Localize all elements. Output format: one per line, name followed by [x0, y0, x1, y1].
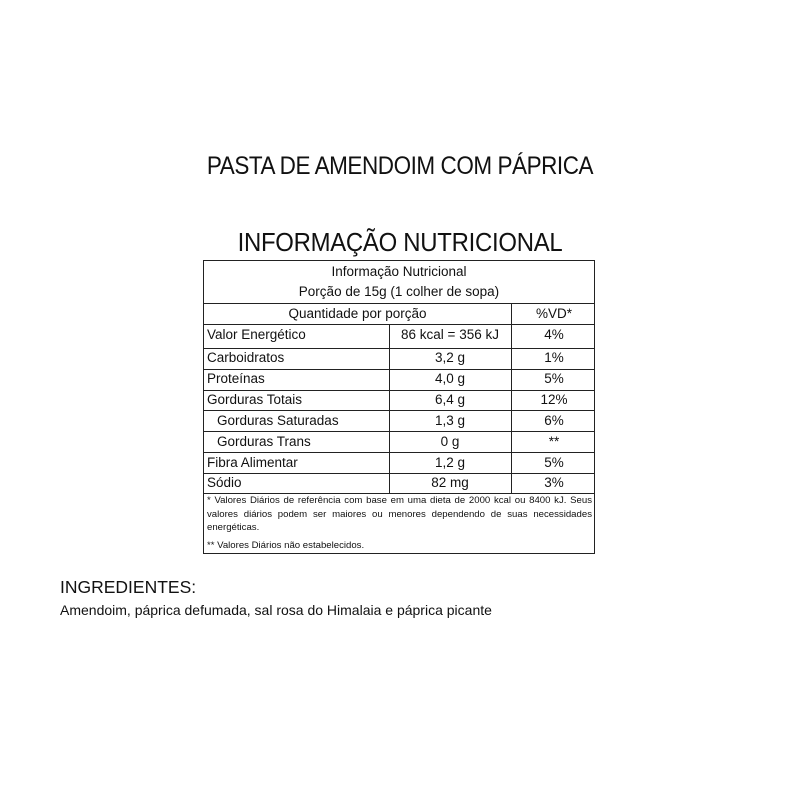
nutrient-name: Proteínas — [207, 371, 265, 386]
nutrient-name: Gorduras Saturadas — [217, 413, 339, 428]
nutrient-name: Sódio — [207, 475, 242, 490]
nutrient-vd: 5% — [544, 371, 564, 386]
footnote-not-established: ** Valores Diários não estabelecidos. — [207, 540, 365, 551]
column-divider — [511, 303, 512, 493]
nutrient-amount: 86 kcal = 356 kJ — [401, 327, 499, 342]
nutrient-amount: 82 mg — [431, 475, 469, 490]
ingredients-text: Amendoim, páprica defumada, sal rosa do Himalaia e páprica picante — [60, 602, 492, 618]
nutrient-amount: 4,0 g — [434, 371, 466, 386]
product-title: PASTA DE AMENDOIM COM PÁPRICA — [206, 152, 594, 180]
column-divider — [389, 324, 390, 493]
nutrient-amount: 1,2 g — [434, 455, 466, 470]
nutrient-name: Gorduras Totais — [207, 392, 303, 407]
nutrient-amount: 6,4 g — [434, 392, 466, 407]
nutrient-name: Gorduras Trans — [217, 434, 311, 449]
divider — [204, 431, 594, 432]
nutrient-vd: 4% — [544, 327, 564, 342]
divider — [204, 324, 594, 325]
nutrient-name: Fibra Alimentar — [207, 455, 298, 470]
table-header-portion: Porção de 15g (1 colher de sopa) — [298, 284, 500, 299]
nutrient-vd: 12% — [540, 392, 568, 407]
divider — [204, 473, 594, 474]
divider — [204, 348, 594, 349]
divider — [204, 452, 594, 453]
ingredients-title: INGREDIENTES: — [60, 577, 197, 597]
nutrient-vd: 5% — [544, 455, 564, 470]
nutrient-vd: 6% — [544, 413, 564, 428]
divider — [204, 410, 594, 411]
nutrient-amount: 1,3 g — [434, 413, 466, 428]
nutrition-section-title: INFORMAÇÃO NUTRICIONAL — [237, 227, 563, 257]
nutrient-amount: 3,2 g — [434, 350, 466, 365]
nutrient-vd: ** — [548, 434, 560, 449]
column-header-vd: %VD* — [535, 306, 572, 321]
footnote-reference-values: * Valores Diários de referência com base em uma dieta de 2000 kcal ou 8400 kJ. Seus valores diários podem ser maiores ou menores dependendo de suas necessidades energéticas. — [207, 495, 592, 533]
nutrient-amount: 0 g — [440, 434, 460, 449]
nutrient-name: Valor Energético — [207, 327, 306, 342]
column-header-quantity: Quantidade por porção — [288, 306, 427, 321]
divider — [204, 390, 594, 391]
nutrient-name: Carboidratos — [207, 350, 285, 365]
nutrient-vd: 1% — [544, 350, 564, 365]
nutrient-vd: 3% — [544, 475, 564, 490]
nutrition-table — [203, 260, 595, 554]
table-header-title: Informação Nutricional — [331, 264, 467, 279]
divider — [204, 369, 594, 370]
divider — [204, 303, 594, 304]
